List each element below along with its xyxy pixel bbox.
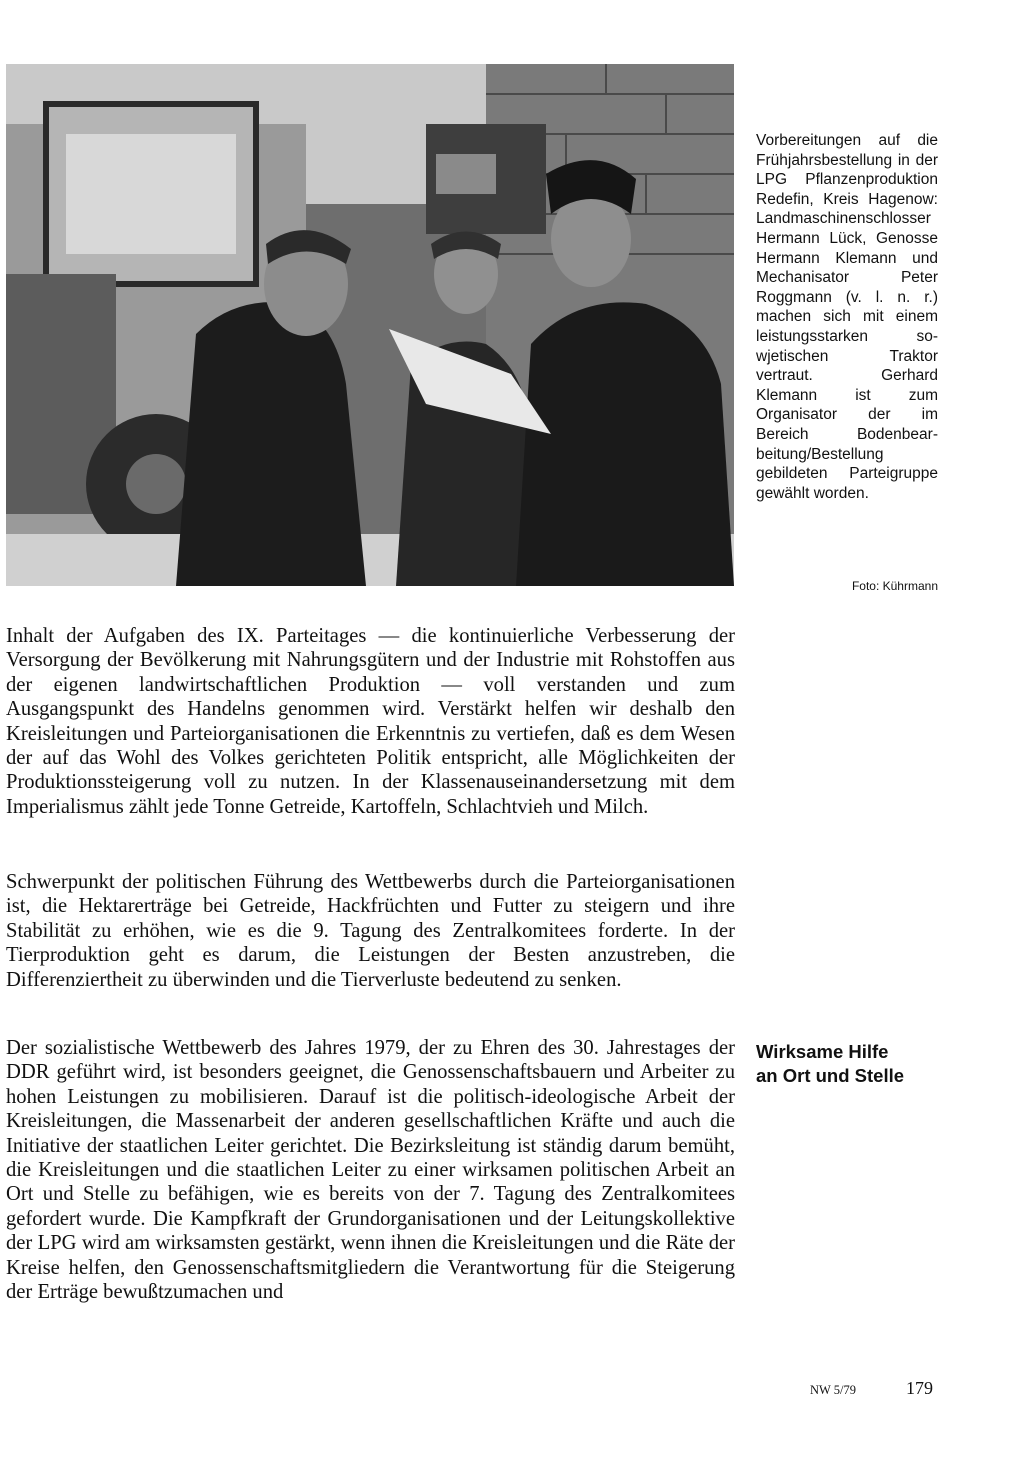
body-paragraph: Der sozialistische Wettbewerb des Jahres 1979, der zu Ehren des 30. Jahrestages der DDR geführt wird, ist besonders geeignet, die Genossenschaftsbauern und Arbeiter zu hohen Leistungen zu mobilisieren. Darauf ist die politisch-ideologische Arbeit der Kreisleitungen, die Massenarbeit der anderen gesellschaftlichen Kräfte und auch die Initiative der staatlichen Leiter gerichtet. Die Bezirksleitung ist ständig darum bemüht, die Kreisleitungen und die staatlichen Leiter zu einer wirksamen politischen Arbeit an Ort und Stelle zu befähigen, wie es bereits von der 7. Tagung des Zentralkomitees gefordert wurde. Die Kampfkraft der Grundorganisationen und der Leitungskollektive der LPG wird am wirksamsten gestärkt, wenn ihnen die Kreisleitungen und die Räte der Kreise helfen, den Genossenschaftsmitgliedern die Verantwortung für die Steigerung der Erträge bewußtzumachen und xyxy=(6,1037,735,1304)
side-heading-line: an Ort und Stelle xyxy=(756,1065,905,1086)
body-paragraph: Schwerpunkt der politischen Führung des Wettbewerbs durch die Parteiorganisationen ist, die Hektarerträge bei Getreide, Hackfrüchten und Futter zu steigern und ihre Stabilität zu erhöhen, wie es die 9. Tagung des Zentralkomitees forderte. In der Tierproduktion geht es darum, die Leistungen der Besten anzustreben, die Differenziertheit zu überwinden und die Tierverluste bedeutend zu senken. xyxy=(6,871,735,991)
side-heading-line: Wirksame Hilfe xyxy=(756,1041,889,1062)
photo-credit: Foto: Kührmann xyxy=(851,579,938,593)
photo-caption: Vorbereitungen auf die Frühjahrsbestellung in der LPG Pflanzenproduktion Redefin, Kreis Hagenow: Landmaschinenschlosser Hermann Lück, Genosse Hermann Klemann und Mechanisator Peter Roggmann (v. l. n. r.) machen sich mit einem leistungsstarken sowjetischen Traktor vertraut. Gerhard Klemann ist zum Organisator der im Bereich Bodenbearbeitung/Bestellung gebildeten Parteigruppe gewählt worden. xyxy=(756,132,938,502)
photo-image xyxy=(6,64,734,586)
photo xyxy=(6,64,734,586)
page-number: 179 xyxy=(906,1378,933,1398)
body-paragraph: Inhalt der Aufgaben des IX. Parteitages — die kontinuierliche Verbesserung der Versorgung der Bevölkerung mit Nahrungsgütern und der Industrie mit Rohstoffen aus der eigenen landwirtschaftlichen Produktion — voll verstanden und zum Ausgangspunkt des Handelns genommen wird. Verstärkt helfen wir deshalb den Kreisleitungen und Parteiorganisationen die Erkenntnis zu vertiefen, daß es dem Wesen der auf das Wohl des Volkes gerichteten Politik entspricht, alle Möglichkeiten der Produktionssteigerung voll zu nutzen. In der Klassenauseinandersetzung mit dem Imperialismus zählt jede Tonne Getreide, Kartoffeln, Schlachtvieh und Milch. xyxy=(6,625,735,818)
side-heading xyxy=(756,1040,956,1088)
issue-label: NW 5/79 xyxy=(810,1383,856,1397)
